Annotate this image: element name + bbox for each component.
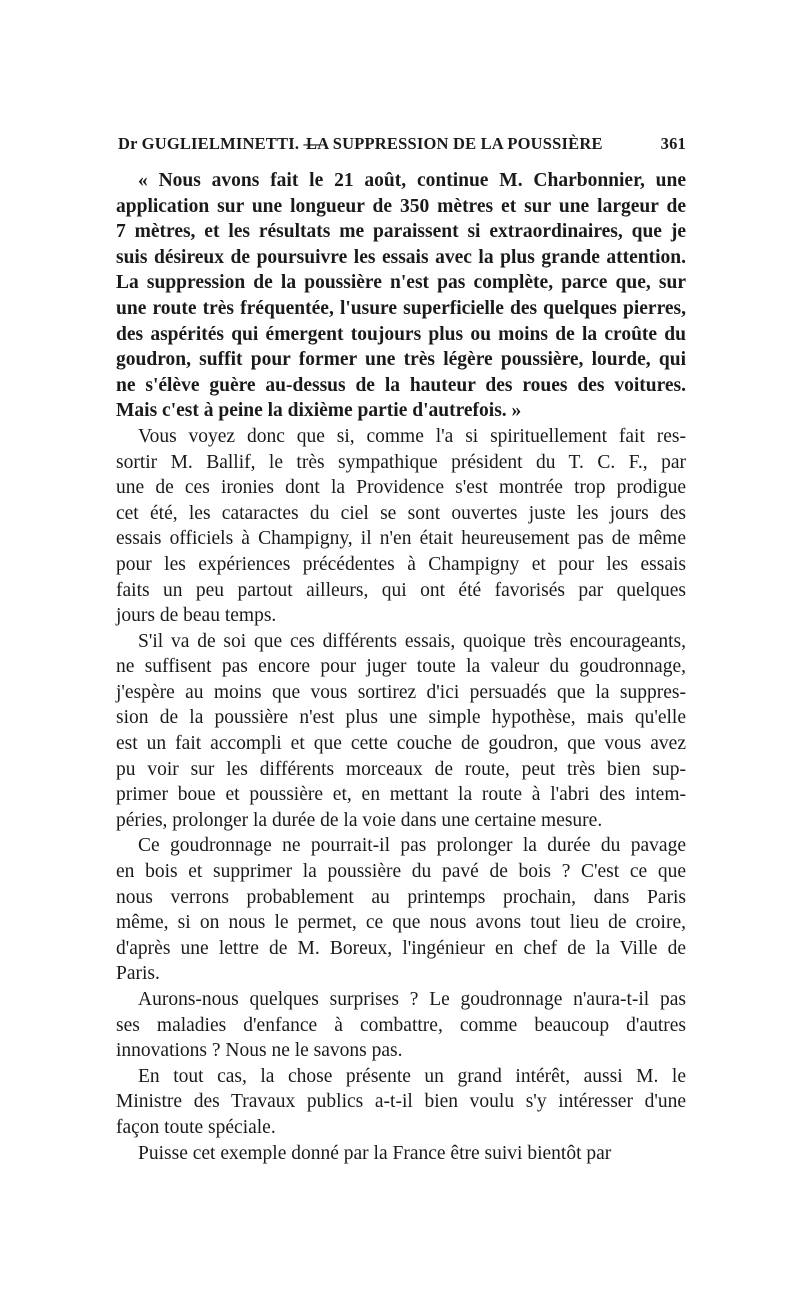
- body-text: [116, 168, 686, 1166]
- text-line: une de ces ironies dont la Providence s'est montrée trop prodigue: [116, 477, 686, 499]
- text-line: sortir M. Ballif, le très sympathique président du T. C. F., par: [116, 451, 686, 473]
- text-line: En tout cas, la chose présente un grand intérêt, aussi M. le: [138, 1065, 686, 1087]
- paragraph: [116, 987, 686, 1064]
- header-author: Dr GUGLIELMINETTI. —: [118, 134, 321, 153]
- text-line: Mais c'est à peine la dixième partie d'autrefois. »: [116, 400, 522, 422]
- page-number: 361: [660, 134, 686, 153]
- running-header: [118, 134, 686, 160]
- text-line: pour les expériences précédentes à Champigny et pour les essais: [116, 553, 686, 575]
- text-line: Vous voyez donc que si, comme l'a si spirituellement fait res-: [138, 425, 686, 447]
- text-line: des aspérités qui émergent toujours plus ou moins de la croûte du: [116, 323, 686, 345]
- text-line: j'espère au moins que vous sortirez d'ici persuadés que la suppres-: [116, 681, 686, 703]
- text-line: pu voir sur les différents morceaux de route, peut très bien sup-: [116, 758, 686, 780]
- text-line: ses maladies d'enfance à combattre, comme beaucoup d'autres: [116, 1014, 686, 1036]
- text-line: péries, prolonger la durée de la voie dans une certaine mesure.: [116, 809, 603, 831]
- text-line: Aurons-nous quelques surprises ? Le goudronnage n'aura-t-il pas: [138, 989, 686, 1010]
- text-line: jours de beau temps.: [116, 605, 277, 627]
- text-line: est un fait accompli et que cette couche de goudron, que vous avez: [116, 733, 686, 755]
- paragraph: [116, 1064, 686, 1141]
- text-line: ne s'élève guère au-dessus de la hauteur des roues des voitures.: [116, 374, 686, 396]
- text-line: Ce goudronnage ne pourrait-il pas prolonger la durée du pavage: [138, 835, 686, 857]
- text-line: sion de la poussière n'est plus une simple hypothèse, mais qu'elle: [116, 707, 686, 729]
- paragraph: [116, 833, 686, 987]
- text-line: Ministre des Travaux publics a-t-il bien voulu s'y intéresser d'une: [116, 1091, 686, 1113]
- text-line: 7 mètres, et les résultats me paraissent si extraordinaires, que je: [116, 221, 686, 243]
- paragraph: [116, 1141, 686, 1167]
- paragraph: [116, 629, 686, 834]
- text-line: ne suffisent pas encore pour juger toute la valeur du goudronnage,: [116, 656, 686, 678]
- header-title: LA SUPPRESSION DE LA POUSSIÈRE: [306, 134, 603, 153]
- text-line: Puisse cet exemple donné par la France être suivi bientôt par: [138, 1142, 612, 1164]
- text-line: cet été, les cataractes du ciel se sont ouvertes juste les jours des: [116, 502, 686, 524]
- text-line: primer boue et poussière et, en mettant la route à l'abri des intem-: [116, 784, 686, 806]
- text-line: Paris.: [116, 963, 160, 985]
- text-line: suis désireux de poursuivre les essais avec la plus grande attention.: [116, 246, 686, 268]
- text-line: d'après une lettre de M. Boreux, l'ingénieur en chef de la Ville de: [116, 937, 686, 959]
- text-line: La suppression de la poussière n'est pas complète, parce que, sur: [116, 272, 686, 294]
- text-line: goudron, suffit pour former une très légère poussière, lourde, qui: [116, 349, 686, 371]
- text-line: nous verrons probablement au printemps prochain, dans Paris: [116, 886, 686, 908]
- text-line: S'il va de soi que ces différents essais, quoique très encourageants,: [138, 630, 686, 652]
- text-line: en bois et supprimer la poussière du pavé de bois ? C'est ce que: [116, 861, 686, 883]
- paragraph: [116, 168, 686, 424]
- text-line: faits un peu partout ailleurs, qui ont été favorisés par quelques: [116, 579, 686, 601]
- text-line: essais officiels à Champigny, il n'en était heureusement pas de même: [116, 528, 686, 550]
- text-line: même, si on nous le permet, ce que nous avons tout lieu de croire,: [116, 912, 686, 934]
- text-line: application sur une longueur de 350 mètres et sur une largeur de: [116, 195, 686, 217]
- paragraph: [116, 424, 686, 629]
- text-line: façon toute spéciale.: [116, 1116, 276, 1138]
- text-line: « Nous avons fait le 21 août, continue M. Charbonnier, une: [138, 170, 686, 191]
- text-line: innovations ? Nous ne le savons pas.: [116, 1040, 403, 1062]
- text-line: une route très fréquentée, l'usure superficielle des quelques pierres,: [116, 297, 686, 319]
